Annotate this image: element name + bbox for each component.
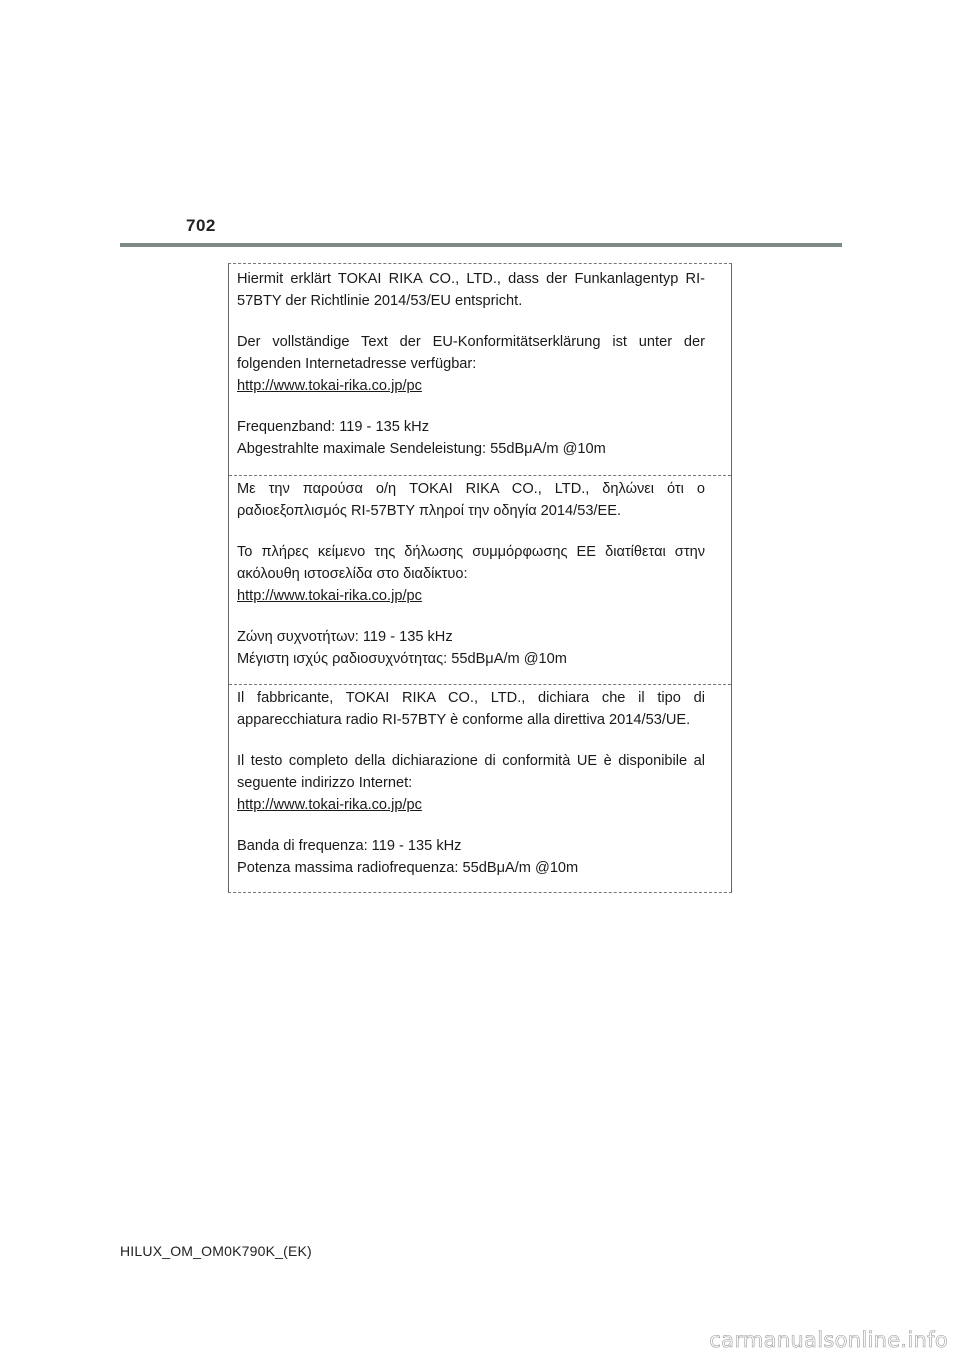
max-power: Μέγιστη ισχύς ραδιοσυχνότητας: 55dBμA/m @10m xyxy=(237,651,567,667)
conformity-notice-box xyxy=(228,263,732,893)
full-text-notice: Der vollständige Text der EU-Konformitätserklärung ist unter der folgenden Internetadresse verfügbar: xyxy=(237,334,705,372)
document-code: HILUX_OM_OM0K790K_(EK) xyxy=(120,1243,312,1259)
section-greek xyxy=(229,478,731,670)
declaration-text: Με την παρούσα ο/η TOKAI RIKA CO., LTD., δηλώνει ότι ο ραδιοεξοπλισμός RI-57BTY πληροί την οδηγία 2014/53/ΕΕ. xyxy=(237,481,705,519)
section-divider xyxy=(229,475,731,476)
section-divider xyxy=(229,684,731,685)
section-german xyxy=(229,268,731,460)
section-italian xyxy=(229,687,731,879)
full-text-notice: Το πλήρες κείμενο της δήλωσης συμμόρφωσης ΕΕ διατίθεται στην ακόλουθη ιστοσελίδα στο διαδίκτυο: xyxy=(237,544,705,582)
declaration-link[interactable]: http://www.tokai-rika.co.jp/pc xyxy=(237,378,422,394)
site-watermark: carmanualsonline.info xyxy=(709,1328,948,1352)
max-power: Potenza massima radiofrequenza: 55dBμA/m @10m xyxy=(237,860,579,876)
header-rule xyxy=(120,243,842,247)
frequency-band: Banda di frequenza: 119 - 135 kHz xyxy=(237,838,462,854)
page-number: 702 xyxy=(186,216,216,235)
declaration-text: Il fabbricante, TOKAI RIKA CO., LTD., dichiara che il tipo di apparecchiatura radio RI-57BTY è conforme alla direttiva 2014/53/UE. xyxy=(237,690,705,728)
declaration-text: Hiermit erklärt TOKAI RIKA CO., LTD., dass der Funkanlagentyp RI-57BTY der Richtlinie 2014/53/EU entspricht. xyxy=(237,271,705,309)
full-text-notice: Il testo completo della dichiarazione di conformità UE è disponibile al seguente indirizzo Internet: xyxy=(237,753,705,791)
frequency-band: Frequenzband: 119 - 135 kHz xyxy=(237,419,429,435)
declaration-link[interactable]: http://www.tokai-rika.co.jp/pc xyxy=(237,588,422,604)
declaration-link[interactable]: http://www.tokai-rika.co.jp/pc xyxy=(237,797,422,813)
frequency-band: Ζώνη συχνοτήτων: 119 - 135 kHz xyxy=(237,629,453,645)
max-power: Abgestrahlte maximale Sendeleistung: 55dBμA/m @10m xyxy=(237,441,606,457)
